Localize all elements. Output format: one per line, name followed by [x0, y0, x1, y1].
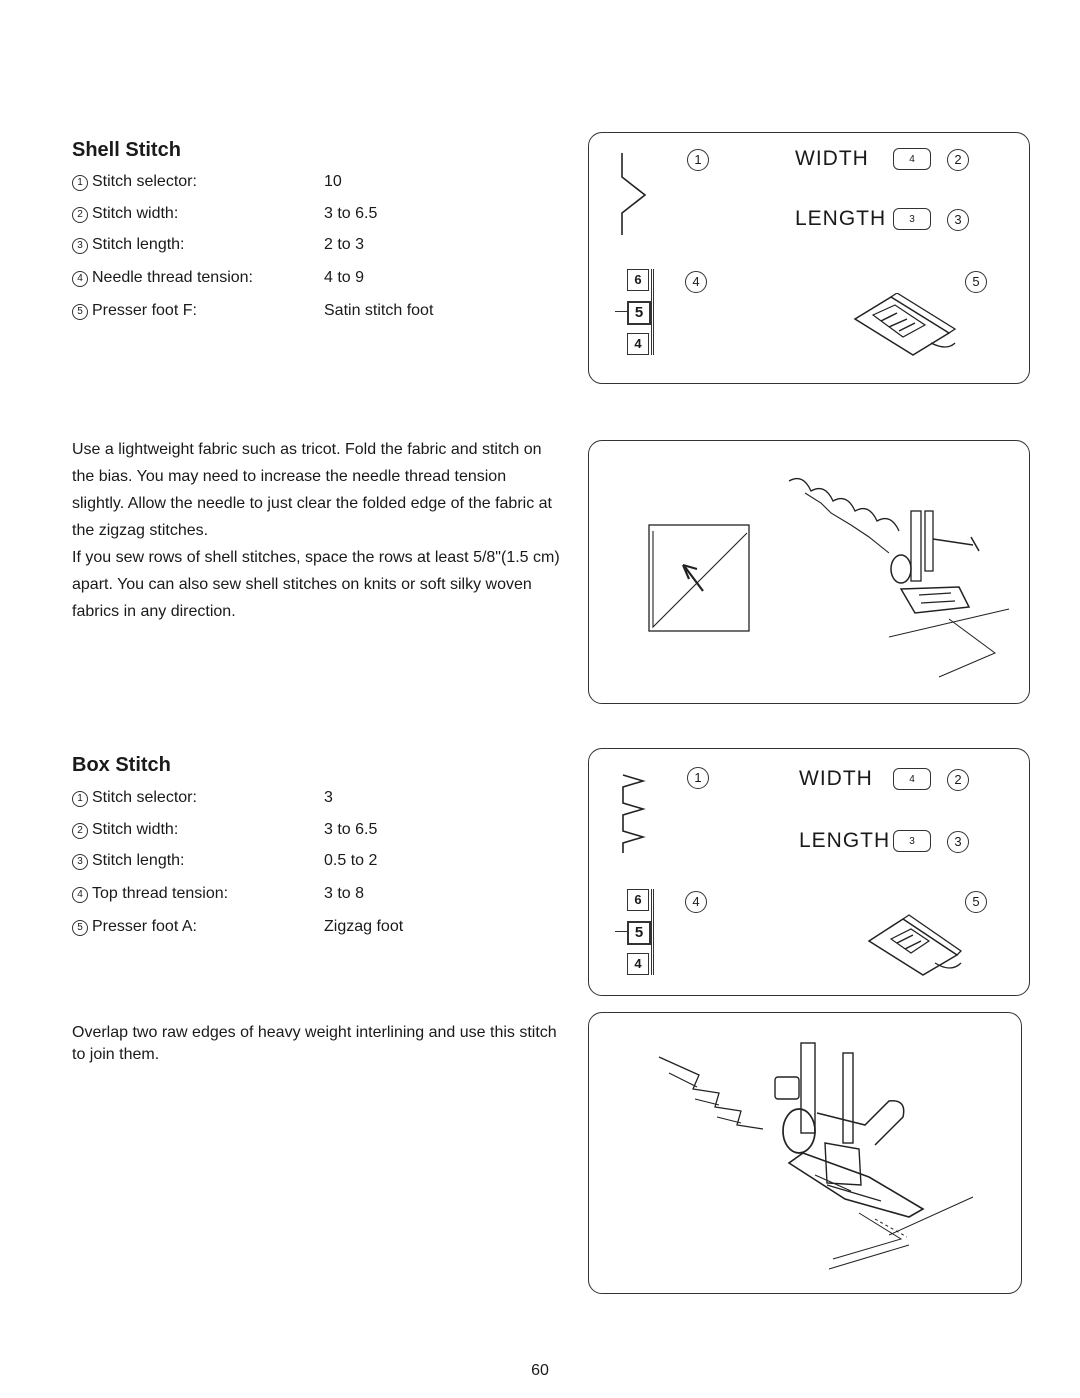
number-2-icon: 2	[72, 207, 88, 223]
folded-fabric-sewing-icon	[589, 441, 1029, 703]
length-label: LENGTH	[799, 829, 891, 852]
number-1-icon: 1	[687, 149, 709, 171]
interlining-sewing-icon	[589, 1013, 1021, 1293]
box-stitch-pattern-icon	[619, 773, 649, 855]
tension-dial-icon: 6 5 4	[627, 269, 654, 355]
width-label: WIDTH	[799, 767, 873, 790]
box-description: Overlap two raw edges of heavy weight interlining and use this stitch to join them.	[72, 1024, 557, 1063]
number-1-icon: 1	[72, 175, 88, 191]
number-2-icon: 2	[947, 149, 969, 171]
box-stitch-title: Box Stitch	[72, 754, 171, 776]
number-3-icon: 3	[947, 209, 969, 231]
number-4-icon: 4	[685, 271, 707, 293]
shell-paragraph-2: If you sew rows of shell stitches, space the rows at least 5/8"(1.5 cm) apart. You can also sew shell stitches on knits or soft silky woven fabrics in any direction.	[72, 549, 560, 620]
number-5-icon: 5	[72, 920, 88, 936]
number-2-icon: 2	[72, 823, 88, 839]
number-4-icon: 4	[685, 891, 707, 913]
box-stitch-illustration	[588, 1012, 1022, 1294]
number-5-icon: 5	[72, 304, 88, 320]
number-2-icon: 2	[947, 769, 969, 791]
box-settings-panel	[588, 748, 1030, 996]
satin-stitch-foot-icon	[851, 293, 961, 363]
page-number: 60	[531, 1362, 549, 1379]
number-3-icon: 3	[72, 854, 88, 870]
shell-settings-panel	[588, 132, 1030, 384]
number-5-icon: 5	[965, 891, 987, 913]
number-4-icon: 4	[72, 887, 88, 903]
length-dial-icon: 3	[893, 830, 931, 852]
number-3-icon: 3	[947, 831, 969, 853]
tension-dial-icon: 6 5 4	[627, 889, 654, 975]
zigzag-foot-icon	[865, 913, 965, 979]
length-dial-icon: 3	[893, 208, 931, 230]
width-dial-icon: 4	[893, 768, 931, 790]
number-1-icon: 1	[687, 767, 709, 789]
number-1-icon: 1	[72, 791, 88, 807]
width-dial-icon: 4	[893, 148, 931, 170]
shell-description	[72, 436, 562, 625]
shell-stitch-illustration	[588, 440, 1030, 704]
shell-paragraph-1: Use a lightweight fabric such as tricot. Fold the fabric and stitch on the bias. You may need to increase the needle thread tension slightly. Allow the needle to just clear the folded edge of the fabric at the zigzag stitches.	[72, 441, 552, 539]
length-label: LENGTH	[795, 207, 887, 230]
width-label: WIDTH	[795, 147, 869, 170]
shell-stitch-pattern-icon	[619, 151, 649, 237]
number-3-icon: 3	[72, 238, 88, 254]
tension-pointer	[615, 311, 627, 312]
shell-stitch-title: Shell Stitch	[72, 139, 181, 161]
tension-pointer	[615, 931, 627, 932]
number-4-icon: 4	[72, 271, 88, 287]
number-5-icon: 5	[965, 271, 987, 293]
